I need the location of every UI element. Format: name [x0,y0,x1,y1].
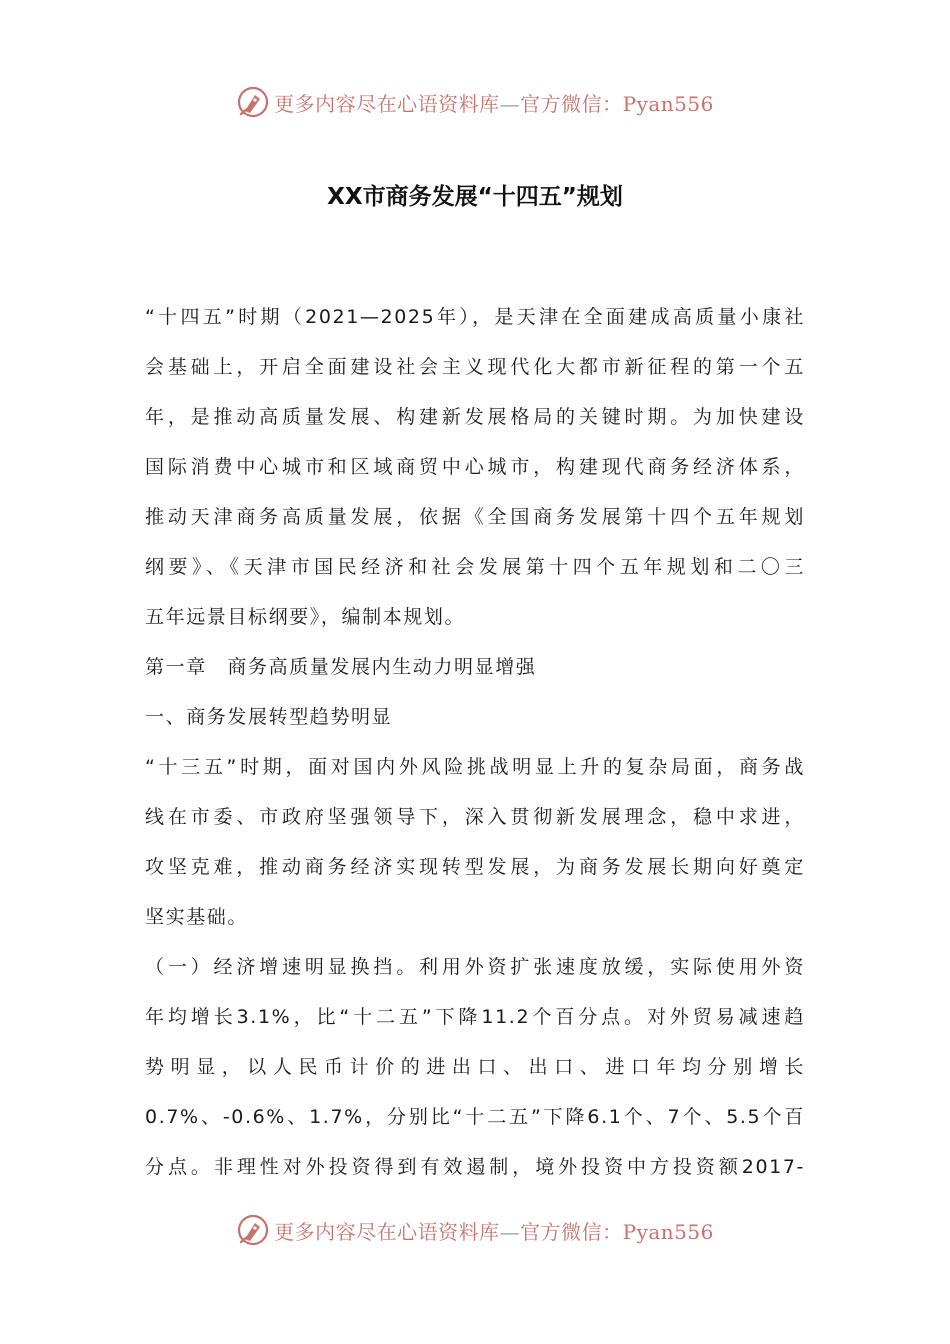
text-line: 年均增长3.1%，比“十二五”下降11.2个百分点。对外贸易减速趋 [145,1006,805,1028]
document-body [145,292,805,1192]
text-line: “十四五”时期（2021—2025年），是天津在全面建成高质量小康社 [145,306,805,328]
text-line: 分点。非理性对外投资得到有效遏制，境外投资中方投资额2017- [145,1156,805,1178]
watermark-banner-top [0,80,950,124]
text-line: “十三五”时期，面对国内外风险挑战明显上升的复杂局面，商务战 [145,756,805,778]
watermark-text [274,1216,714,1245]
text-line: 国际消费中心城市和区域商贸中心城市，构建现代商务经济体系， [145,456,805,478]
text-line: 坚实基础。 [145,906,249,928]
text-line: 纲要》、《天津市国民经济和社会发展第十四个五年规划和二〇三 [145,556,805,578]
watermark-text [274,88,714,117]
watermark-suffix: 官方微信：Pyan556 [520,91,714,116]
text-line: 0.7%、-0.6%、1.7%，分别比“十二五”下降6.1个、7个、5.5个百 [145,1106,805,1128]
pen-nib-icon [236,1213,270,1247]
watermark-main: 更多内容尽在心语资料库 [274,91,500,116]
watermark-main: 更多内容尽在心语资料库 [274,1219,500,1244]
document-title: XX市商务发展“十四五”规划 [327,184,623,210]
text-line: 攻坚克难，推动商务经济实现转型发展，为商务发展长期向好奠定 [145,856,805,878]
text-line: 势明显，以人民币计价的进出口、出口、进口年均分别增长 [145,1056,805,1078]
watermark-banner-bottom [0,1208,950,1252]
text-line: 五年远景目标纲要》，编制本规划。 [145,606,466,628]
watermark-dash: — [499,91,521,116]
text-line: （一）经济增速明显换挡。利用外资扩张速度放缓，实际使用外资 [145,956,805,978]
watermark-dash: — [499,1219,521,1244]
text-line: 线在市委、市政府坚强领导下，深入贯彻新发展理念，稳中求进， [145,806,805,828]
watermark-suffix: 官方微信：Pyan556 [520,1219,714,1244]
text-line: 推动天津商务高质量发展，依据《全国商务发展第十四个五年规划 [145,506,805,528]
chapter-heading: 第一章 商务高质量发展内生动力明显增强 [145,656,537,678]
text-line: 会基础上，开启全面建设社会主义现代化大都市新征程的第一个五 [145,356,805,378]
section-heading: 一、商务发展转型趋势明显 [145,706,393,728]
pen-nib-icon [236,85,270,119]
text-line: 年，是推动高质量发展、构建新发展格局的关键时期。为加快建设 [145,406,805,428]
